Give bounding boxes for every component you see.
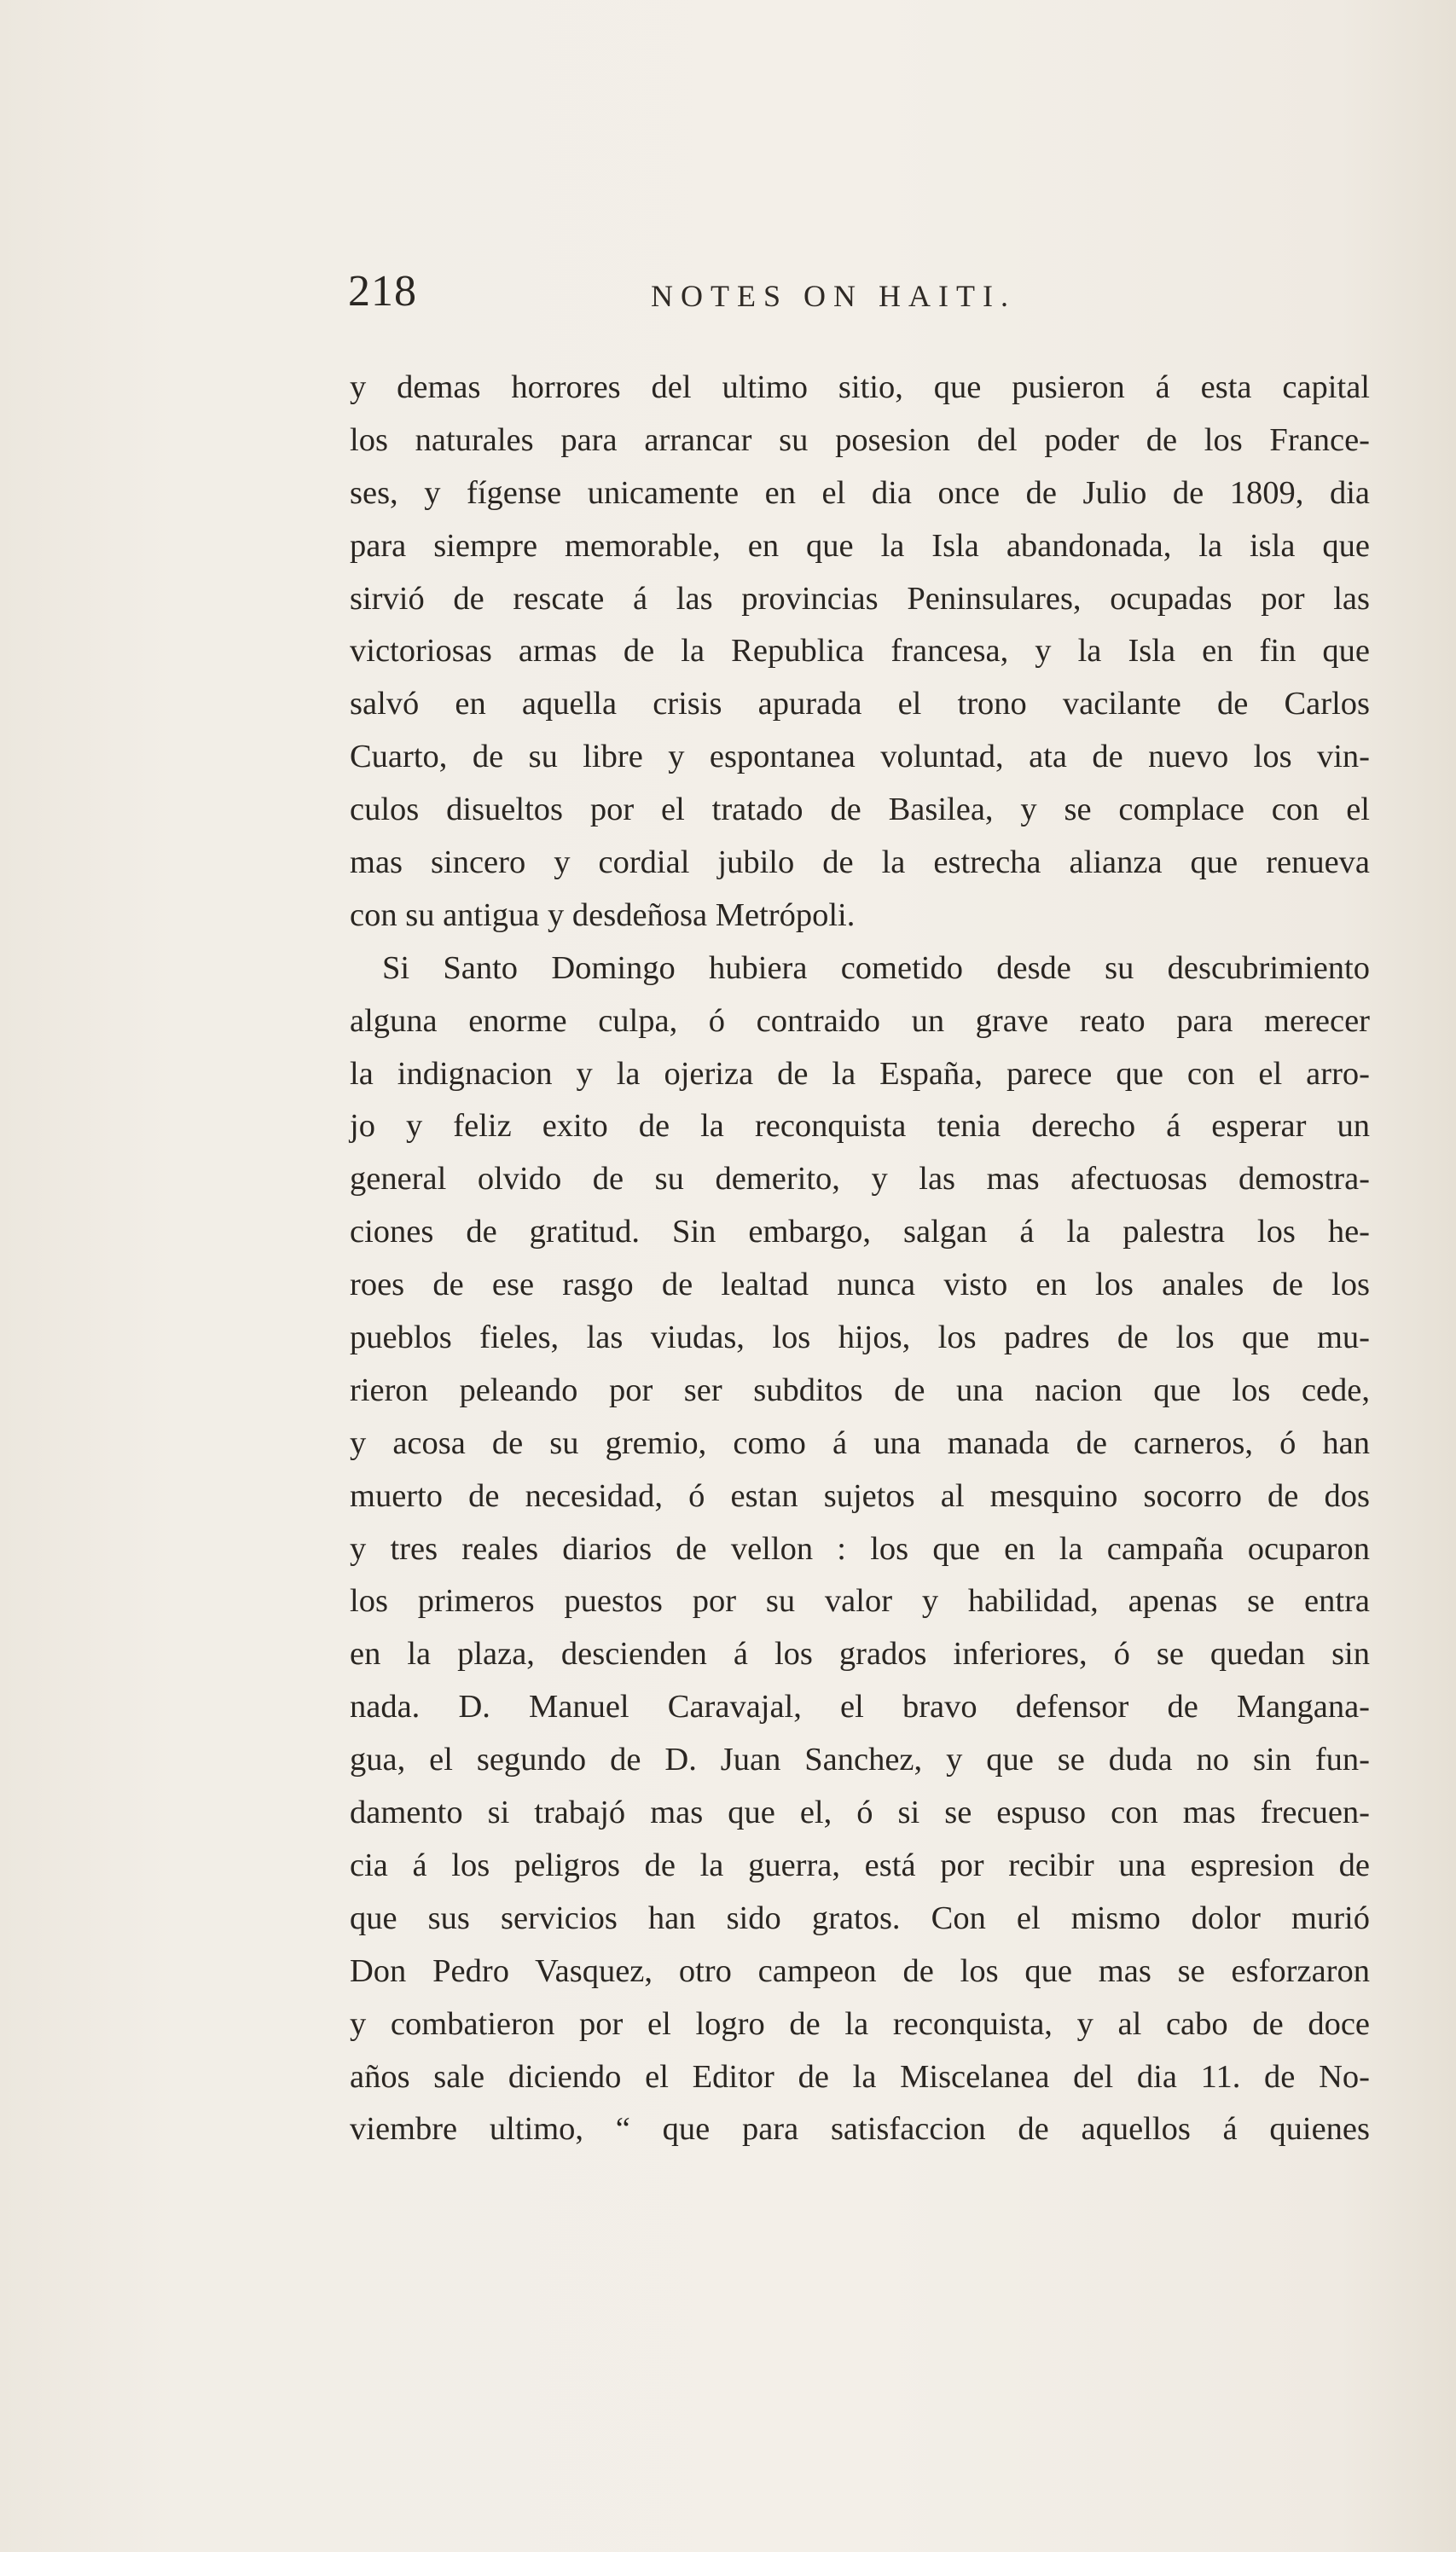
text-line: mas sincero y cordial jubilo de la estrecha alianza que renueva [350, 844, 1370, 881]
text-line: salvó en aquella crisis apurada el trono vacilante de Carlos [350, 686, 1370, 722]
text-line: general olvido de su demerito, y las mas afectuosas demostra- [350, 1161, 1370, 1198]
text-line: gua, el segundo de D. Juan Sanchez, y que se duda no sin fun- [350, 1742, 1370, 1778]
running-head: NOTES ON HAITI. [651, 279, 1016, 313]
text-line: en la plaza, descienden á los grados inferiores, ó se quedan sin [350, 1636, 1370, 1673]
text-line: muerto de necesidad, ó estan sujetos al mesquino socorro de dos [350, 1477, 1370, 1514]
text-line: alguna enorme culpa, ó contraido un grave reato para merecer [350, 1002, 1370, 1039]
text-line: y tres reales diarios de vellon : los que en la campaña ocuparon [350, 1530, 1370, 1567]
text-line: sirvió de rescate á las provincias Peninsulares, ocupadas por las [350, 580, 1370, 617]
text-line: viembre ultimo, “ que para satisfaccion de aquellos á quienes [350, 2111, 1370, 2148]
text-line: años sale diciendo el Editor de la Miscelanea del dia 11. de No- [350, 2058, 1370, 2095]
text-line: jo y feliz exito de la reconquista tenia derecho á esperar un [350, 1108, 1370, 1145]
text-line: la indignacion y la ojeriza de la España, parece que con el arro- [350, 1055, 1370, 1092]
text-line: victoriosas armas de la Republica francesa, y la Isla en fin que [350, 633, 1370, 670]
text-line: Cuarto, de su libre y espontanea voluntad, ata de nuevo los vin- [350, 739, 1370, 775]
paragraph-first-line: Si Santo Domingo hubiera cometido desde su descubrimiento [382, 949, 1370, 986]
page-number: 218 [348, 267, 417, 316]
text-line: los naturales para arrancar su posesion del poder de los France- [350, 421, 1370, 458]
text-line: y combatieron por el logro de la reconquista, y al cabo de doce [350, 2005, 1370, 2042]
text-line: ciones de gratitud. Sin embargo, salgan á la palestra los he- [350, 1214, 1370, 1250]
text-line: damento si trabajó mas que el, ó si se espuso con mas frecuen- [350, 1795, 1370, 1831]
text-line: roes de ese rasgo de lealtad nunca visto en los anales de los [350, 1267, 1370, 1303]
text-line: nada. D. Manuel Caravajal, el bravo defensor de Mangana- [350, 1689, 1370, 1726]
page-header [348, 266, 1099, 326]
text-line: cia á los peligros de la guerra, está por recibir una espresion de [350, 1847, 1370, 1883]
text-line: y acosa de su gremio, como á una manada de carneros, ó han [350, 1424, 1370, 1461]
text-line: y demas horrores del ultimo sitio, que pusieron á esta capital [350, 369, 1370, 405]
text-line: Don Pedro Vasquez, otro campeon de los que mas se esforzaron [350, 1952, 1370, 1989]
text-line: que sus servicios han sido gratos. Con el mismo dolor murió [350, 1900, 1370, 1936]
text-line: ses, y fígense unicamente en el dia once de Julio de 1809, dia [350, 474, 1370, 511]
text-line: pueblos fieles, las viudas, los hijos, los padres de los que mu- [350, 1320, 1370, 1356]
text-line: para siempre memorable, en que la Isla abandonada, la isla que [350, 527, 1370, 564]
text-line: los primeros puestos por su valor y habilidad, apenas se entra [350, 1583, 1370, 1620]
text-line: rieron peleando por ser subditos de una nacion que los cede, [350, 1372, 1370, 1408]
body-text [350, 362, 1370, 2156]
text-line: culos disueltos por el tratado de Basilea, y se complace con el [350, 792, 1370, 828]
text-line: con su antigua y desdeñosa Metrópoli. [350, 896, 856, 933]
